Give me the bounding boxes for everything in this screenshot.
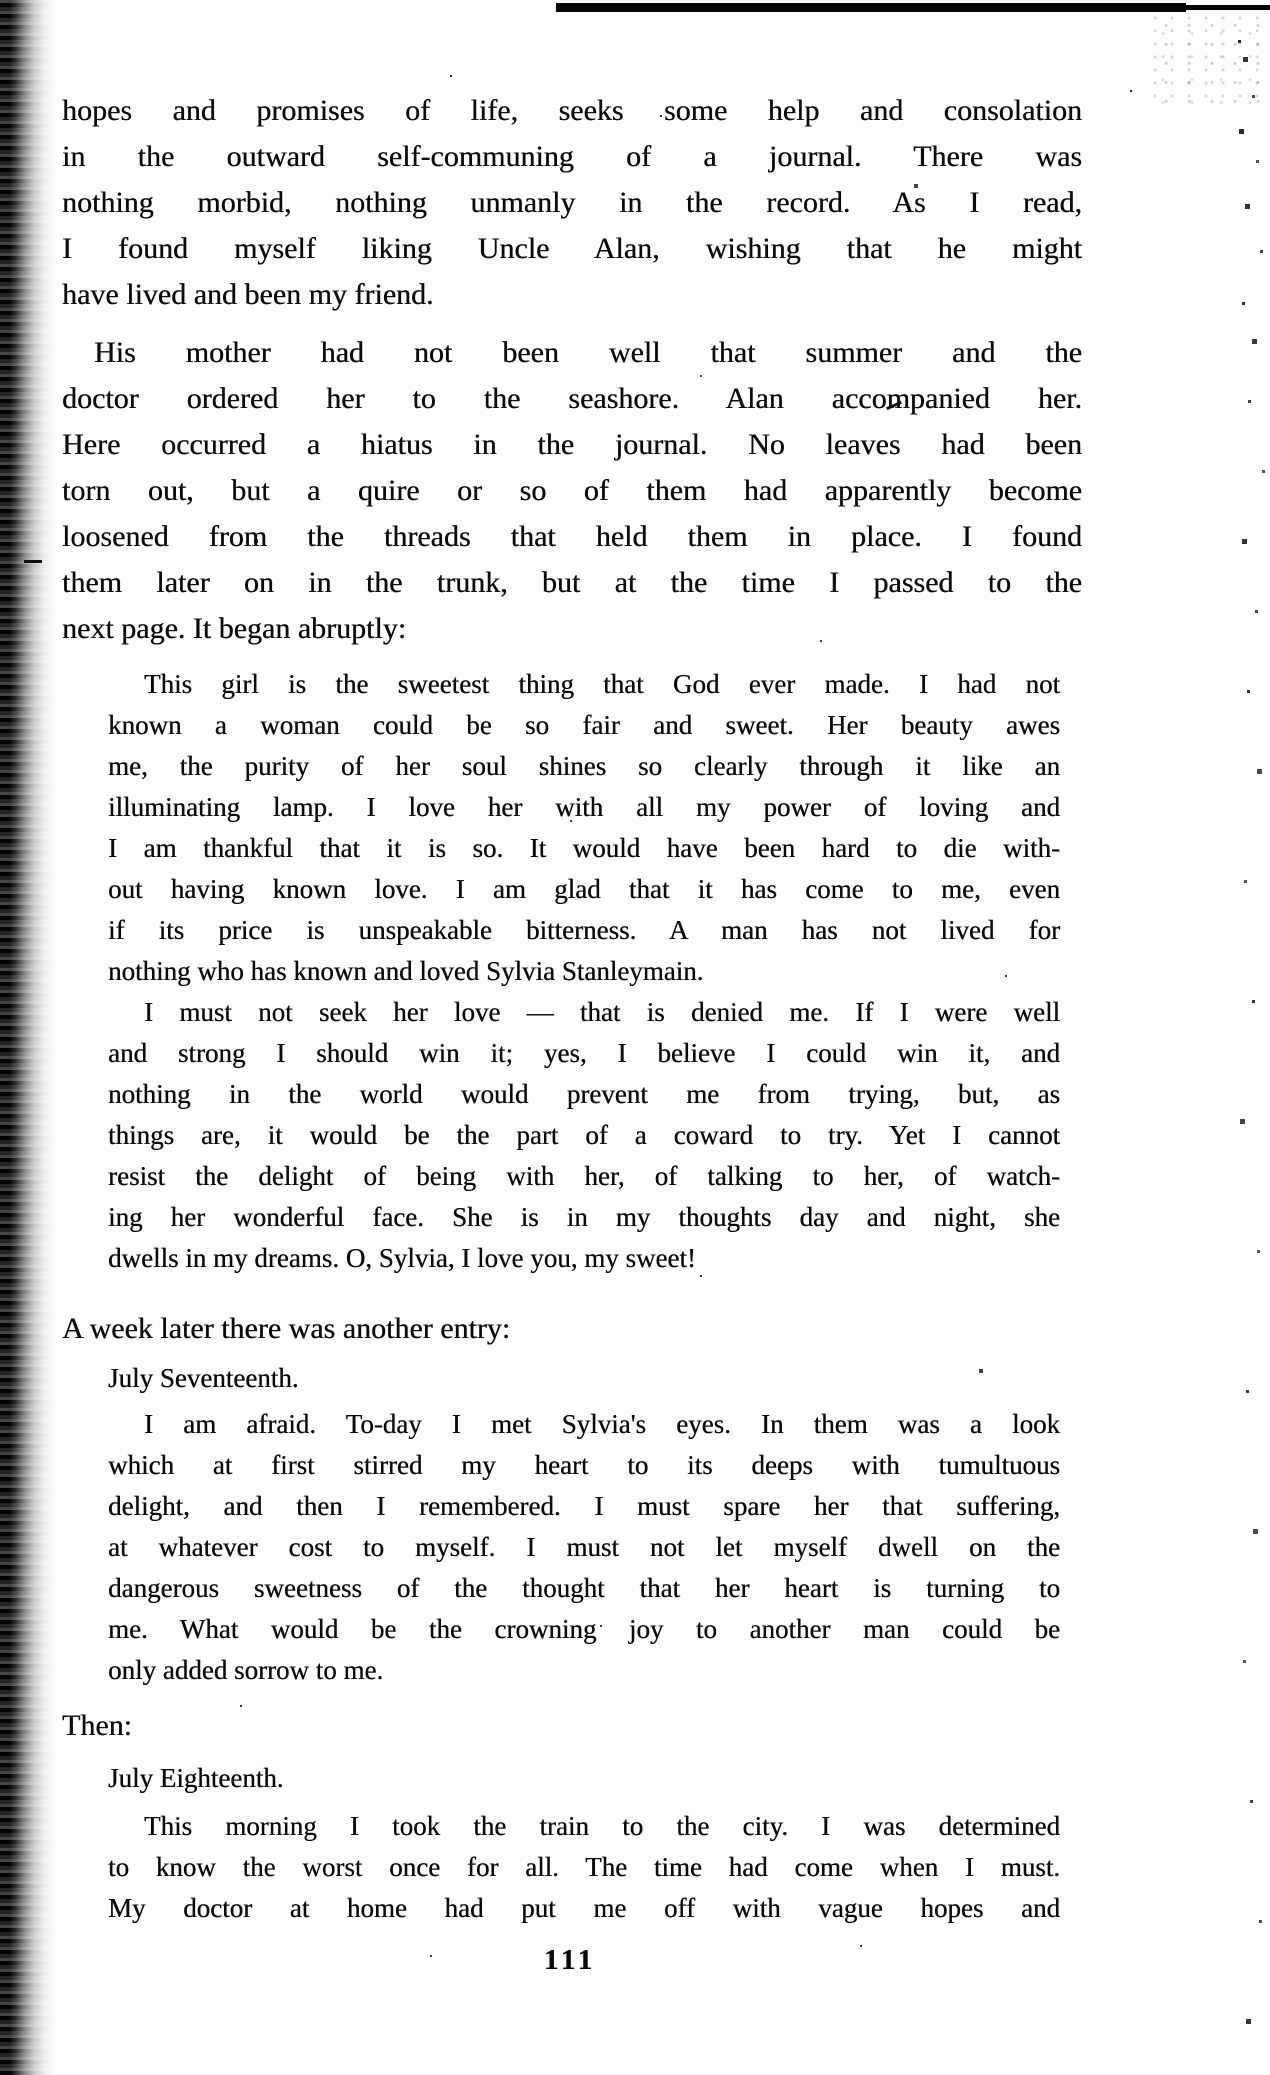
journal-entry-line: I am thankful that it is so. It would have been hard to die with-: [108, 833, 1060, 863]
edge-noise: [1238, 40, 1241, 43]
journal-entry-line: delight, and then I remembered. I must spare her that suffering,: [108, 1491, 1060, 1521]
journal-entry-line: I am afraid. To-day I met Sylvia's eyes. In them was a look: [144, 1409, 1060, 1439]
speckle: [450, 75, 452, 77]
journal-entry-line: out having known love. I am glad that it has come to me, even: [108, 874, 1060, 904]
entry-date-line: July Seventeenth.: [108, 1363, 299, 1393]
paragraph: [62, 1306, 1082, 1352]
entry-date: [108, 1758, 1060, 1799]
page-number: 111: [543, 1944, 597, 1976]
journal-entry-line: resist the delight of being with her, of talking to her, of watch-: [108, 1161, 1060, 1191]
paragraph-line: torn out, but a quire or so of them had apparently become: [62, 474, 1082, 507]
journal-entry-line: known a woman could be so fair and sweet. Her beauty awes: [108, 710, 1060, 740]
paragraph-line: nothing morbid, nothing unmanly in the record. As I read,: [62, 186, 1082, 219]
entry-date-line: July Eighteenth.: [108, 1763, 284, 1793]
scan-dash-artifact: [24, 560, 42, 563]
journal-entry-line: which at first stirred my heart to its deeps with tumultuous: [108, 1450, 1060, 1480]
journal-entry-line: dwells in my dreams. O, Sylvia, I love you, my sweet!: [108, 1243, 696, 1273]
paragraph-line: Then:: [62, 1709, 132, 1742]
journal-entry-line: My doctor at home had put me off with vague hopes and: [108, 1893, 1060, 1923]
journal-entry: [108, 664, 1060, 992]
paragraph-line: next page. It began abruptly:: [62, 612, 407, 645]
paragraph-line: in the outward self-communing of a journal. There was: [62, 140, 1082, 173]
binding-shadow: [0, 0, 56, 2075]
journal-entry-line: dangerous sweetness of the thought that her heart is turning to: [108, 1573, 1060, 1603]
scan-line-artifact: [556, 3, 1186, 12]
paragraph-line: His mother had not been well that summer and the: [94, 336, 1082, 369]
journal-entry-line: me, the purity of her soul shines so clearly through it like an: [108, 751, 1060, 781]
journal-entry: [108, 992, 1060, 1279]
paragraph-line: doctor ordered her to the seashore. Alan accompanied her.: [62, 382, 1082, 415]
paragraph-line: A week later there was another entry:: [62, 1312, 511, 1345]
journal-entry-line: This girl is the sweetest thing that God ever made. I had not: [144, 669, 1060, 699]
journal-entry: [108, 1404, 1060, 1691]
paragraph: [62, 1703, 1082, 1749]
journal-entry-line: I must not seek her love — that is denied me. If I were well: [144, 997, 1060, 1027]
paragraph-line: Here occurred a hiatus in the journal. No leaves had been: [62, 428, 1082, 461]
journal-entry-line: at whatever cost to myself. I must not let myself dwell on the: [108, 1532, 1060, 1562]
journal-entry-line: ing her wonderful face. She is in my thoughts day and night, she: [108, 1202, 1060, 1232]
journal-entry: [108, 1806, 1060, 1929]
scan-line-artifact: [1180, 5, 1270, 10]
journal-entry-line: only added sorrow to me.: [108, 1655, 384, 1685]
paragraph-line: them later on in the trunk, but at the time I passed to the: [62, 566, 1082, 599]
journal-entry-line: nothing in the world would prevent me from trying, but, as: [108, 1079, 1060, 1109]
journal-entry-line: if its price is unspeakable bitterness. A man has not lived for: [108, 915, 1060, 945]
journal-entry-line: This morning I took the train to the city. I was determined: [144, 1811, 1060, 1841]
journal-entry-line: things are, it would be the part of a coward to try. Yet I cannot: [108, 1120, 1060, 1150]
scan-noise: [1150, 14, 1260, 104]
paragraph-line: hopes and promises of life, seeks some help and consolation: [62, 94, 1082, 127]
journal-entry-line: illuminating lamp. I love her with all my power of loving and: [108, 792, 1060, 822]
journal-entry-line: me. What would be the crowning joy to another man could be: [108, 1614, 1060, 1644]
paragraph-line: I found myself liking Uncle Alan, wishing that he might: [62, 232, 1082, 265]
paragraph-line: loosened from the threads that held them in place. I found: [62, 520, 1082, 553]
journal-entry-line: to know the worst once for all. The time had come when I must.: [108, 1852, 1060, 1882]
paragraph: [62, 330, 1082, 652]
journal-entry-line: nothing who has known and loved Sylvia Stanleymain.: [108, 956, 704, 986]
entry-date: [108, 1358, 1060, 1399]
paragraph: [62, 88, 1082, 318]
paragraph-line: have lived and been my friend.: [62, 278, 434, 311]
journal-entry-line: and strong I should win it; yes, I believe I could win it, and: [108, 1038, 1060, 1068]
